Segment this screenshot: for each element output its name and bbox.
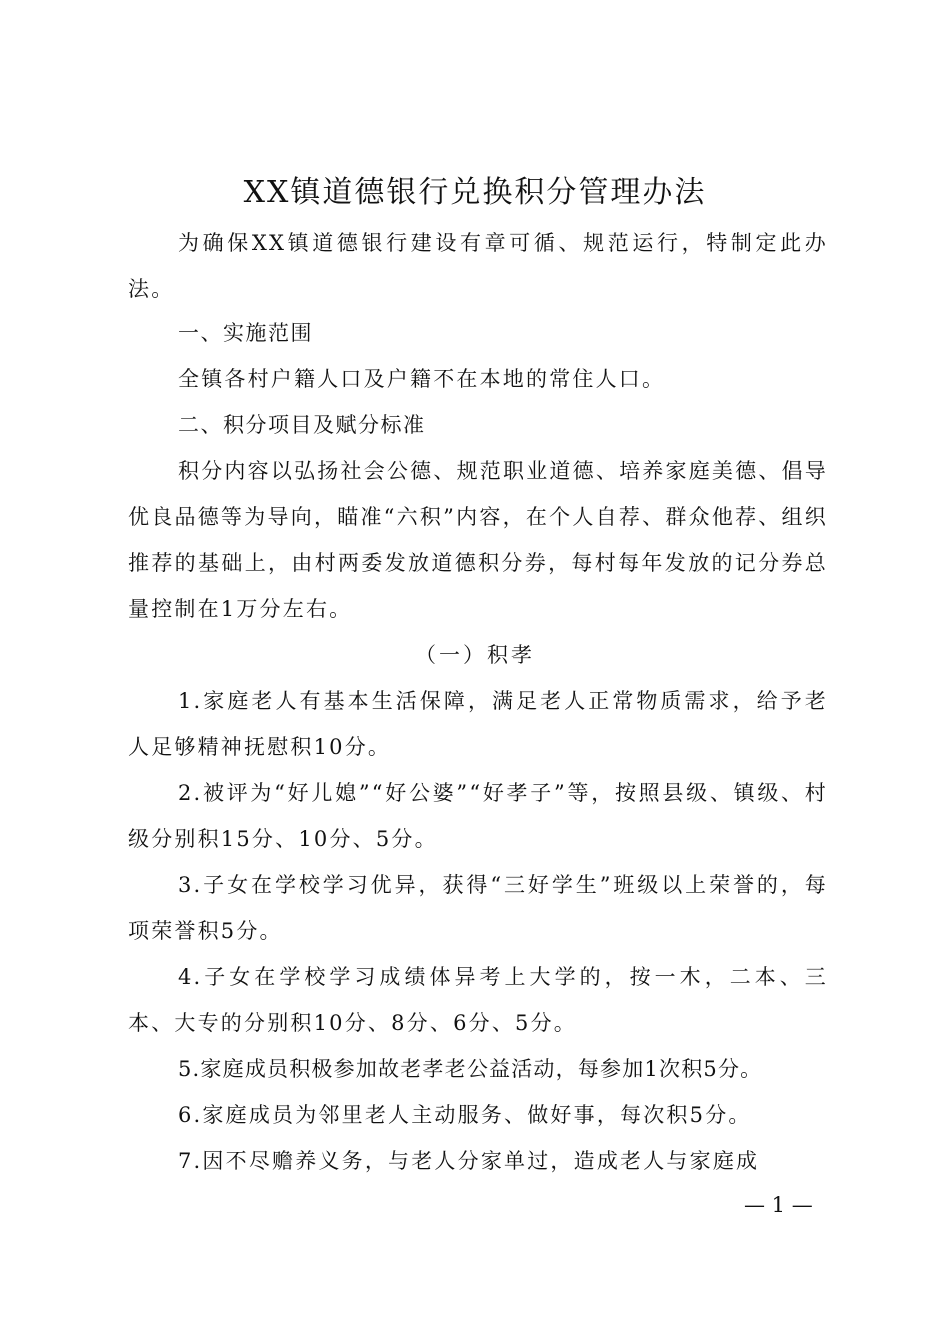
intro-paragraph: 为确保XX镇道德银行建设有章可循、规范运行，特制定此办法。 [128,231,828,301]
section-heading-scope: 一、实施范围 [178,321,313,345]
list-item: 6.家庭成员为邻里老人主动服务、做好事，每次积5分。 [178,1103,752,1127]
subsection-heading-filial: （一）积孝 [415,643,535,667]
list-item: 3.子女在学校学习优异，获得“三好学生”班级以上荣誉的，每项荣誉积5分。 [128,873,828,943]
document-title: XX镇道德银行兑换积分管理办法 [243,175,707,210]
scoring-paragraph: 积分内容以弘扬社会公德、规范职业道德、培养家庭美德、倡导优良品德等为导向，瞄准“六积”内容，在个人自荐、群众他荐、组织推荐的基础上，由村两委发放道德积分券，每村每年发放的记分券总量控制在1万分左右。 [128,459,828,621]
list-item: 7.因不尽赡养义务，与老人分家单过，造成老人与家庭成 [178,1149,760,1173]
section-heading-scoring: 二、积分项目及赋分标准 [178,413,426,437]
list-item: 2.被评为“好儿媳”“好公婆”“好孝子”等，按照县级、镇级、村级分别积15分、10分、5分。 [128,781,828,851]
scope-paragraph: 全镇各村户籍人口及户籍不在本地的常住人口。 [178,367,666,391]
page-number: — 1 — [744,1193,813,1217]
list-item: 5.家庭成员积极参加故老孝老公益活动，每参加1次积5分。 [178,1057,763,1081]
list-item: 1.家庭老人有基本生活保障，满足老人正常物质需求，给予老人足够精神抚慰积10分。 [128,689,828,759]
list-item: 4.子女在学校学习成绩体异考上大学的，按一木，二本、三本、大专的分别积10分、8分、6分、5分。 [128,965,828,1035]
